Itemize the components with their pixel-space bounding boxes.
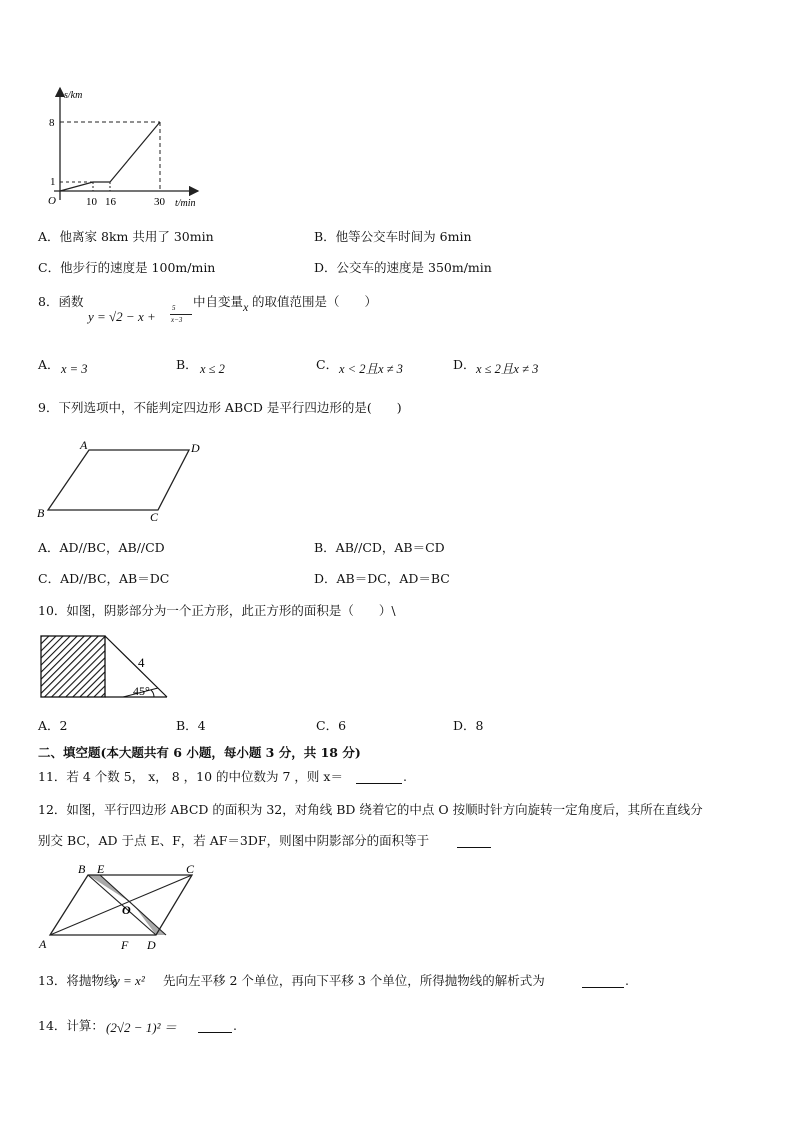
vertex-a: A <box>80 438 88 452</box>
q8-prefix: 8．函数 <box>38 294 84 309</box>
q8-option-c-expr: x < 2且x ≠ 3 <box>339 362 403 376</box>
origin-label: O <box>48 195 56 207</box>
label-d: D <box>147 938 156 952</box>
rotated-diagonal-figure <box>34 860 210 952</box>
q7-option-d[interactable]: D．公交车的速度是 350m/min <box>314 260 492 275</box>
q8-option-a-label[interactable]: A． <box>38 357 60 372</box>
q12-line1: 12．如图，平行四边形 ABCD 的面积为 32，对角线 BD 绕着它的中点 O 按顺时针方向旋转一定角度后，其所在直线分 <box>38 802 703 817</box>
q10-option-a[interactable]: A．2 <box>38 718 68 733</box>
q7-option-b[interactable]: B．他等公交车时间为 6min <box>314 229 472 244</box>
q10-option-d[interactable]: D．8 <box>453 718 484 733</box>
q13-end: . <box>625 973 629 988</box>
section-2-heading: 二、填空题(本大题共有 6 小题，每小题 3 分，共 18 分) <box>38 745 361 760</box>
q9-option-b[interactable]: B．AB//CD，AB＝CD <box>314 540 445 555</box>
q8-option-b-expr: x ≤ 2 <box>200 362 225 376</box>
q11-end: . <box>403 769 407 784</box>
parallelogram-shape <box>48 450 189 510</box>
q14-expr: (2√2 − 1)² ＝ <box>106 1020 177 1035</box>
y-tick-1: 1 <box>50 176 56 188</box>
label-o: O <box>122 903 131 917</box>
q13-expr: y = x² <box>114 973 145 988</box>
q14-prefix: 14．计算： <box>38 1018 104 1033</box>
q14-end: . <box>233 1018 237 1033</box>
q10-stem: 10．如图，阴影部分为一个正方形，此正方形的面积是（ ）\ <box>38 603 396 618</box>
q8-formula: y = √2 − x + <box>88 309 156 324</box>
q8-frac-num: 5 <box>172 304 176 312</box>
x-tick-10: 10 <box>86 196 97 208</box>
q11-text: 11．若 4 个数 5， x， 8 ，10 的中位数为 7 ，则 x＝ <box>38 769 343 784</box>
angle-label-45: 45° <box>133 684 150 698</box>
label-e: E <box>97 862 105 876</box>
q8-var: x <box>243 300 249 314</box>
x-tick-16: 16 <box>105 196 116 208</box>
q9-stem: 9．下列选项中，不能判定四边形 ABCD 是平行四边形的是( ) <box>38 400 402 415</box>
q12-line2: 别交 BC，AD 于点 E、F，若 AF＝3DF，则图中阴影部分的面积等于 <box>38 833 430 848</box>
vertex-d: D <box>191 441 200 455</box>
distance-time-graph <box>30 82 220 214</box>
label-c: C <box>186 862 195 876</box>
q12-answer-blank[interactable] <box>457 835 491 848</box>
q8-option-a-expr: x = 3 <box>61 362 88 376</box>
x-tick-30: 30 <box>154 196 165 208</box>
parallelogram-abcd <box>32 436 212 528</box>
q7-option-a[interactable]: A．他离家 8km 共用了 30min <box>38 229 214 244</box>
q8-suffix: 的取值范围是（ ） <box>252 294 378 309</box>
q8-option-d-label[interactable]: D． <box>453 357 476 372</box>
vertex-b: B <box>37 506 45 520</box>
square-in-triangle-figure <box>38 632 174 702</box>
side-label-4: 4 <box>138 655 145 670</box>
diagonal-ac <box>50 875 192 935</box>
x-axis-label: t/min <box>175 198 196 209</box>
q10-option-b[interactable]: B．4 <box>176 718 206 733</box>
q9-option-d[interactable]: D．AB＝DC，AD＝BC <box>314 571 450 586</box>
q9-option-c[interactable]: C．AD//BC，AB＝DC <box>38 571 170 586</box>
label-b: B <box>78 862 86 876</box>
y-axis-label: s/km <box>64 90 83 101</box>
line-ef <box>100 875 166 935</box>
q8-frac-bar <box>170 314 192 315</box>
vertex-c: C <box>150 510 159 524</box>
shaded-triangle-top <box>88 875 133 904</box>
q11-answer-blank[interactable] <box>356 771 402 784</box>
q14-answer-blank[interactable] <box>198 1020 232 1033</box>
q7-option-c[interactable]: C．他步行的速度是 100m/min <box>38 260 216 275</box>
angle-arc <box>151 690 154 697</box>
q8-option-c-label[interactable]: C． <box>316 357 339 372</box>
q10-option-c[interactable]: C．6 <box>316 718 347 733</box>
label-a: A <box>39 937 47 951</box>
label-f: F <box>121 938 129 952</box>
shaded-square <box>41 636 105 697</box>
q8-option-b-label[interactable]: B． <box>176 357 198 372</box>
q9-option-a[interactable]: A．AD//BC，AB//CD <box>38 540 165 555</box>
q8-option-d-expr: x ≤ 2且x ≠ 3 <box>476 362 539 376</box>
journey-line <box>60 122 160 191</box>
y-tick-8: 8 <box>49 117 55 129</box>
q13-suffix: 先向左平移 2 个单位，再向下平移 3 个单位，所得抛物线的解析式为 <box>163 973 545 988</box>
q13-answer-blank[interactable] <box>582 975 624 988</box>
q8-mid: 中自变量 <box>193 294 244 309</box>
q8-frac-den: x−3 <box>171 316 183 324</box>
q13-prefix: 13．将抛物线 <box>38 973 117 988</box>
